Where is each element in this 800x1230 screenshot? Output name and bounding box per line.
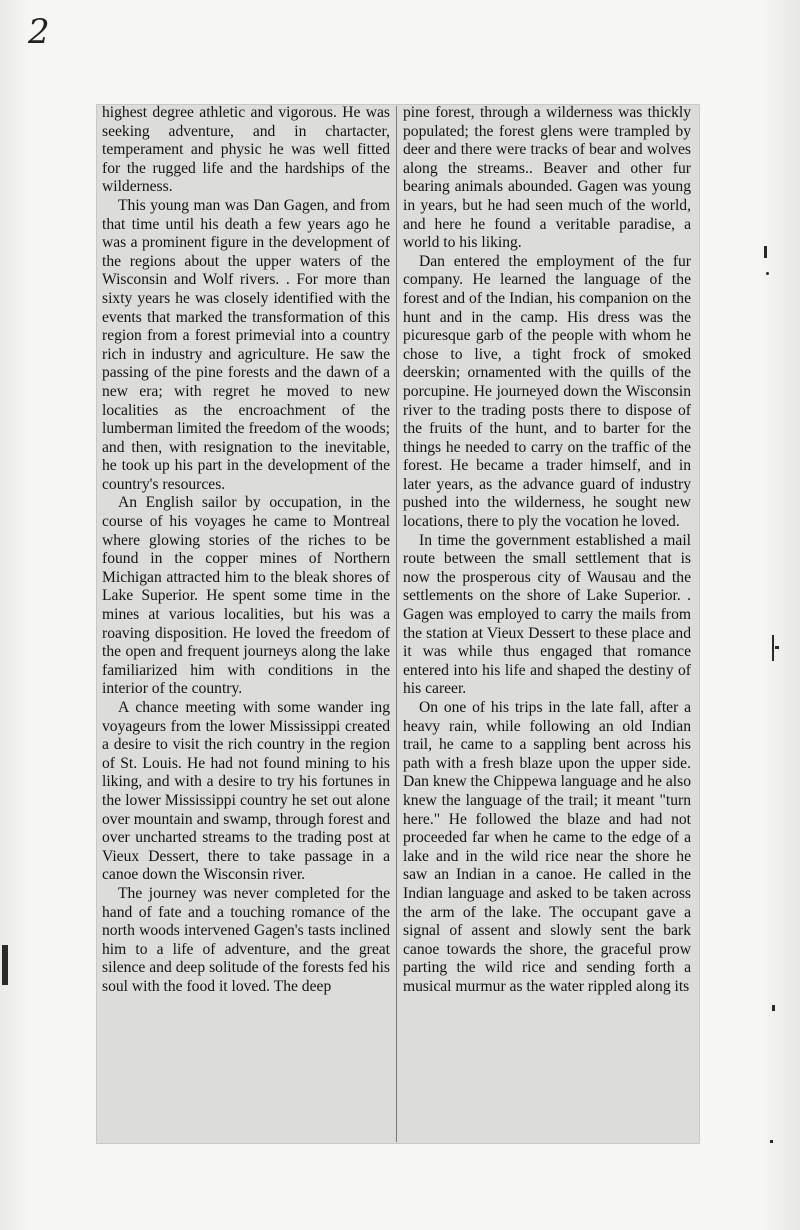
- paragraph: In time the government established a mail route between the small settlement that is now the prosperous city of Wausau and the settlements on the shore of Lake Superior. . Gagen was employed to carry the mails from the station at Vieux Dessert to these place and it was while thus engaged that romance entered into his life and shaped the destiny of his career.: [403, 531, 691, 698]
- paragraph: On one of his trips in the late fall, after a heavy rain, while following an old Indian trail, he came to a sappling bent across his path with a fresh blaze upon the upper side. Dan knew the Chippewa language and he also knew the language of the trail; it meant "turn here." He followed the blaze and had not proceeded far when he came to the edge of a lake and in the wild rice near the shore he saw an Indian in a canoe. He called in the Indian language and asked to be taken across the arm of the lake. The occupant gave a signal of assent and slowly sent the bark canoe towards the shore, the graceful prow parting the wild rice and sending forth a musical murmur as the water rippled along its: [403, 699, 691, 995]
- scan-artifact: [766, 272, 769, 275]
- left-column: [102, 104, 390, 1144]
- scan-artifact: [775, 646, 779, 649]
- scan-artifact: [770, 1140, 773, 1143]
- paragraph: An English sailor by occupation, in the course of his voyages he came to Montreal where glowing stories of the riches to be found in the copper mines of Northern Michigan attracted him to the bleak shores of Lake Superior. He spent some time in the mines at various localities, but his was a roaving disposition. He loved the freedom of the open and frequent journeys along the lake familiarized him with conditions in the interior of the country.: [102, 494, 390, 698]
- scan-artifact: [2, 945, 8, 985]
- paragraph: highest degree athletic and vigorous. He was seeking adventure, and in chartacter, temperament and physic he was well fitted for the rugged life and the hardships of the wilderness.: [102, 104, 390, 196]
- scan-artifact: [764, 246, 767, 258]
- paragraph: Dan entered the employment of the fur company. He learned the language of the forest and of the Indian, his companion on the hunt and in the camp. His dress was the picuresque garb of the people with whom he chose to live, a tight frock of smoked deerskin; ornamented with the quills of the porcupine. He journeyed down the Wisconsin river to the trading posts there to dispose of the fruits of the hunt, and to barter for the things he needed to carry on the traffic of the forest. He became a trader himself, and in later years, as the advance guard of industry pushed into the wilderness, he sought new locations, there to ply the vocation he loved.: [403, 252, 691, 531]
- scan-artifact: [772, 1005, 775, 1011]
- page-number: 2: [28, 12, 50, 52]
- scan-artifact: [772, 635, 774, 661]
- paragraph: This young man was Dan Gagen, and from that time until his death a few years ago he was a prominent figure in the development of the regions about the upper waters of the Wisconsin and Wolf rivers. . For more than sixty years he was closely identified with the events that marked the transformation of this region from a forest primevial into a country rich in industry and agriculture. He saw the passing of the pine forests and the dawn of a new era; with regret he moved to new localities as the encroachment of the lumberman limited the freedom of the woods; and then, with resignation to the inevitable, he took up his part in the development of the country's resources.: [102, 196, 390, 493]
- right-column: [403, 104, 691, 1144]
- paragraph: The journey was never completed for the hand of fate and a touching romance of the north woods intervened Gagen's tasts inclined him to a life of adventure, and the great silence and deep solitude of the forests fed his soul with the food it loved. The deep: [102, 884, 390, 995]
- paragraph: pine forest, through a wilderness was thickly populated; the forest glens were trampled by deer and there were tracks of bear and wolves along the streams.. Beaver and other fur bearing animals abounded. Gagen was young in years, but he had seen much of the world, and here he found a veritable paradise, a world to his liking.: [403, 104, 691, 252]
- column-divider: [396, 106, 397, 1142]
- paragraph: A chance meeting with some wander ing voyageurs from the lower Mississippi created a desire to visit the rich country in the region of St. Louis. He had not found mining to his liking, and with a desire to try his fortunes in the lower Mississippi country he set out alone over mountain and swamp, through forest and over uncharted streams to the trading post at Vieux Dessert, there to take passage in a canoe down the Wisconsin river.: [102, 699, 390, 884]
